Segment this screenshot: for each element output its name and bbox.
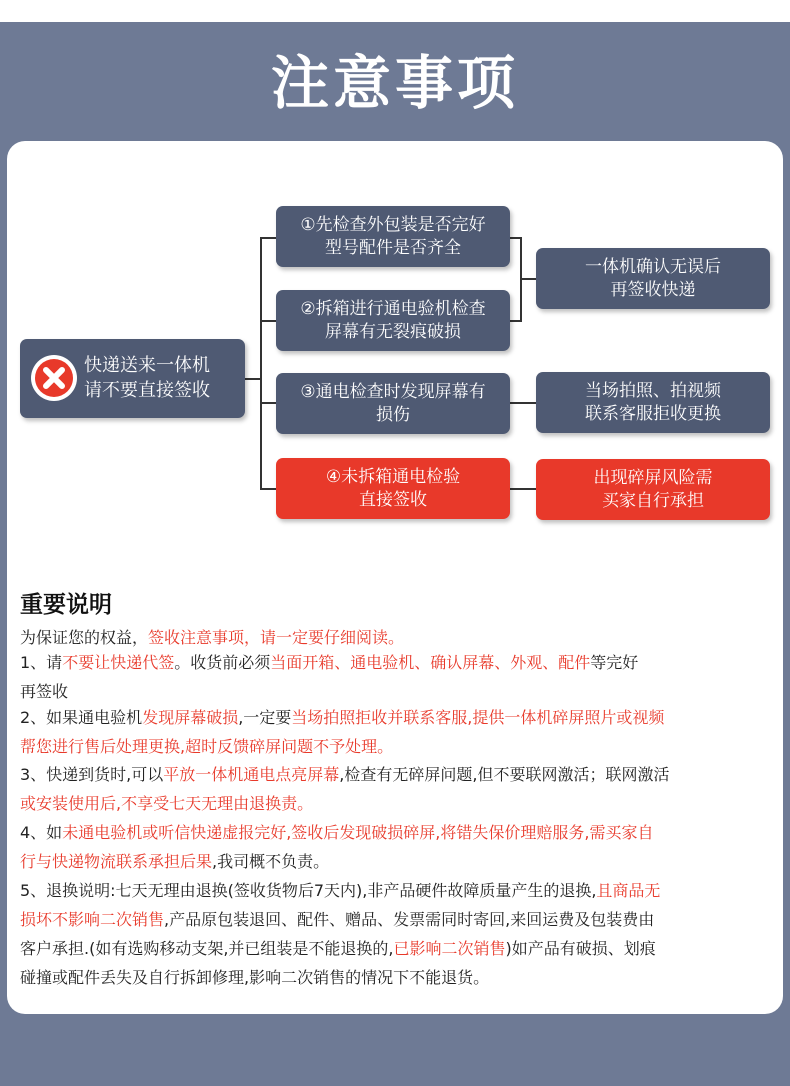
root-text: 快递送来一体机 请不要直接签收 <box>84 355 210 401</box>
step-text: ①先检查外包装是否完好 型号配件是否齐全 <box>300 214 486 258</box>
note-highlight: 当场拍照拒收并联系客服,提供一体机碎屏照片或视频 <box>291 708 665 727</box>
connector <box>260 402 276 404</box>
note-text: 等完好 <box>590 653 639 672</box>
step-text: ②拆箱进行通电验机检查 屏幕有无裂痕破损 <box>300 298 486 342</box>
connector <box>260 237 262 490</box>
connector <box>245 378 261 380</box>
note-highlight: 已影响二次销售 <box>393 939 506 958</box>
note-text: 1、请 <box>20 653 63 672</box>
note-highlight: 未通电验机或听信快递虚报完好,签收后发现破损碎屏,将错失保价理赔服务,需买家自 <box>62 823 654 842</box>
step-2 <box>276 290 510 351</box>
note-text: ,一定要 <box>238 708 292 727</box>
note-text: ,我司概不负责。 <box>212 852 330 871</box>
note-highlight: 帮您进行售后处理更换,超时反馈碎屏问题不予处理。 <box>20 737 394 756</box>
connector <box>510 488 536 490</box>
note-4 <box>20 818 776 876</box>
x-circle-icon <box>30 354 78 402</box>
step-text: ③通电检查时发现屏幕有 损伤 <box>300 381 486 425</box>
note-highlight: 当面开箱、通电验机、确认屏幕、外观、配件 <box>270 653 591 672</box>
note-text: 。收货前必须 <box>174 653 271 672</box>
root-node <box>20 339 245 418</box>
note-highlight: 行与快递物流联系承担后果 <box>20 852 213 871</box>
note-text: 再签收 <box>20 682 69 701</box>
note-text: 3、快递到货时,可以 <box>20 765 164 784</box>
note-highlight: 损坏不影响二次销售 <box>20 910 165 929</box>
note-1 <box>20 648 776 706</box>
note-text: 碰撞或配件丢失及自行拆卸修理,影响二次销售的情况下不能退货。 <box>20 968 490 987</box>
connector <box>510 402 536 404</box>
note-2 <box>20 703 776 761</box>
connector <box>520 278 536 280</box>
top-stripe <box>0 0 790 22</box>
note-text: 5、退换说明:七天无理由退换(签收货物后7天内),非产品硬件故障质量产生的退换, <box>20 881 597 900</box>
note-text: 2、如果通电验机 <box>20 708 143 727</box>
outcome-text: 一体机确认无误后 再签收快递 <box>585 256 721 300</box>
outcome-1 <box>536 248 770 309</box>
note-text: ,检查有无碎屏问题,但不要联网激活；联网激活 <box>339 765 670 784</box>
note-text: )如产品有破损、划痕 <box>505 939 656 958</box>
page-title: 注意事项 <box>270 49 519 117</box>
note-5 <box>20 876 776 992</box>
outcome-3 <box>536 459 770 520</box>
note-text: ,产品原包装退回、配件、赠品、发票需同时寄回,来回运费及包装费由 <box>164 910 655 929</box>
note-highlight: 平放一体机通电点亮屏幕 <box>163 765 340 784</box>
note-text: 4、如 <box>20 823 63 842</box>
connector <box>260 237 276 239</box>
note-highlight: 不要让快递代签 <box>62 653 175 672</box>
outcome-text: 出现碎屏风险需 买家自行承担 <box>593 467 713 511</box>
connector <box>260 320 276 322</box>
notes-heading: 重要说明 <box>20 592 112 618</box>
step-4 <box>276 458 510 519</box>
note-text: 为保证您的权益， <box>20 628 149 647</box>
step-1 <box>276 206 510 267</box>
note-highlight: 且商品无 <box>596 881 661 900</box>
step-text: ④未拆箱通电检验 直接签收 <box>325 466 461 510</box>
connector <box>260 488 276 490</box>
outcome-text: 当场拍照、拍视频 联系客服拒收更换 <box>585 380 721 424</box>
outcome-2 <box>536 372 770 433</box>
note-3 <box>20 760 776 818</box>
note-highlight: 或安装使用后,不享受七天无理由退换责。 <box>20 794 314 813</box>
note-highlight: 签收注意事项，请一定要仔细阅读。 <box>148 628 405 647</box>
note-highlight: 发现屏幕破损 <box>142 708 239 727</box>
step-3 <box>276 373 510 434</box>
note-text: 客户承担.(如有选购移动支架,并已组装是不能退换的, <box>20 939 394 958</box>
